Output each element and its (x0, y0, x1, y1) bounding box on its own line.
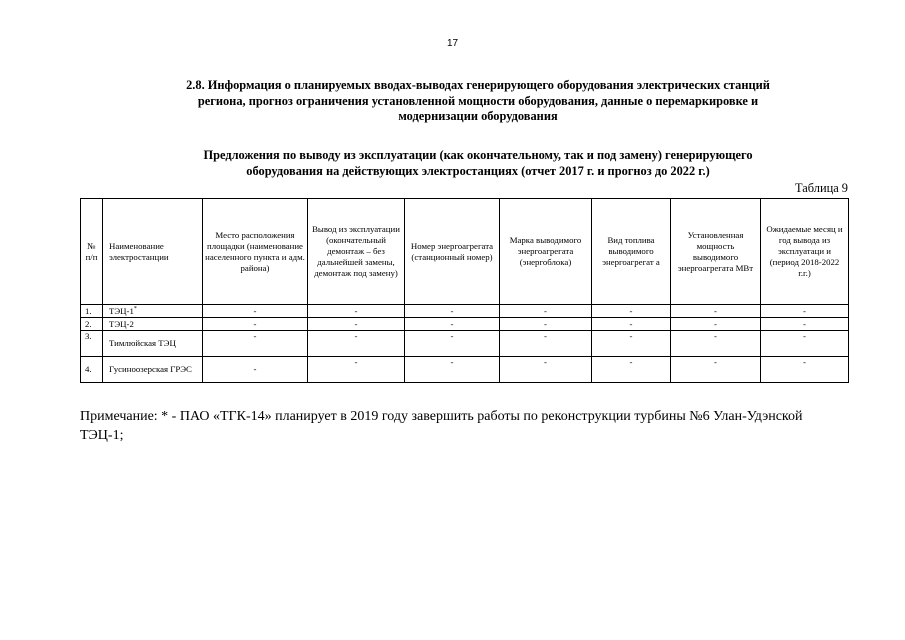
header-cell-expected-date: Ожидаемые месяц и год вывода из эксплуатаци и (период 2018-2022 г.г.) (761, 199, 849, 305)
cell-number: 1. (81, 305, 103, 318)
cell-location: - (203, 305, 308, 318)
cell-unit-number: - (405, 305, 500, 318)
table-subheading (120, 148, 836, 179)
station-name-text: ТЭЦ-2 (109, 318, 134, 329)
cell-expected-date: - (761, 318, 849, 331)
table-label: Таблица 9 (795, 181, 848, 195)
header-cell-unit-model: Марка выводимого энергоагрегата (энергоблока) (500, 199, 592, 305)
cell-capacity: - (671, 331, 761, 357)
section-heading (110, 78, 846, 125)
table-row (81, 318, 849, 331)
cell-station-name (103, 331, 203, 357)
cell-location: - (203, 318, 308, 331)
header-cell-capacity: Установленная мощность выводимого энергоагрегата МВт (671, 199, 761, 305)
cell-expected-date: - (761, 331, 849, 357)
section-heading-line: региона, прогноз ограничения установленной мощности оборудования, данные о перемаркировке и (197, 93, 759, 108)
table-row (81, 357, 849, 383)
page-number: 17 (446, 38, 459, 49)
cell-decommission: - (308, 305, 405, 318)
station-name-text: Тимлюйская ТЭЦ (109, 338, 176, 348)
table-header-row (81, 199, 849, 305)
cell-station-name (103, 318, 203, 331)
cell-unit-number: - (405, 331, 500, 357)
cell-capacity: - (671, 305, 761, 318)
cell-unit-number: - (405, 318, 500, 331)
cell-unit-model: - (500, 357, 592, 383)
cell-expected-date: - (761, 305, 849, 318)
table-row (81, 331, 849, 357)
cell-decommission: - (308, 318, 405, 331)
section-heading-line: модернизации оборудования (398, 109, 558, 123)
cell-location: - (203, 357, 308, 383)
cell-fuel-type: - (592, 318, 671, 331)
cell-fuel-type: - (592, 357, 671, 383)
cell-unit-model: - (500, 331, 592, 357)
footnote-mark: * (133, 305, 137, 312)
cell-number: 2. (81, 318, 103, 331)
cell-capacity: - (671, 357, 761, 383)
header-cell-location: Место расположения площадки (наименование населенного пункта и адм. района) (203, 199, 308, 305)
cell-station-name (103, 305, 203, 318)
header-cell-station: Наименование электростанции (103, 199, 203, 305)
station-name-text: Гусиноозерская ГРЭС (109, 364, 192, 374)
cell-station-name (103, 357, 203, 383)
header-cell-decommission: Вывод из эксплуатации (окончательный демонтаж – без дальнейшей замены, демонтаж под замену) (308, 199, 405, 305)
table-row (81, 305, 849, 318)
cell-location: - (203, 331, 308, 357)
cell-fuel-type: - (592, 305, 671, 318)
cell-unit-model: - (500, 305, 592, 318)
cell-fuel-type: - (592, 331, 671, 357)
cell-decommission: - (308, 331, 405, 357)
header-cell-fuel-type: Вид топлива выводимого энергоагрегат а (592, 199, 671, 305)
footnote-text: Примечание: * - ПАО «ТГК-14» планирует в 2019 году завершить работы по реконструкции турбины №6 Улан-Удэнской ТЭЦ-1; (80, 409, 803, 443)
header-cell-number: № п/п (81, 199, 103, 305)
cell-decommission: - (308, 357, 405, 383)
table-subheading-line: оборудования на действующих электростанциях (отчет 2017 г. и прогноз до 2022 г.) (246, 163, 710, 178)
decommission-table (80, 198, 849, 383)
table-subheading-line: Предложения по выводу из эксплуатации (как окончательному, так и под замену) генерирующего (203, 148, 753, 162)
cell-number: 3. (81, 331, 103, 357)
station-name-text: ТЭЦ-1 (109, 305, 134, 316)
cell-unit-number: - (405, 357, 500, 383)
cell-number: 4. (81, 357, 103, 383)
section-heading-line: 2.8. Информация о планируемых вводах-выводах генерирующего оборудования электрических станций (186, 78, 770, 92)
header-cell-unit-number: Номер энергоагрегата (станционный номер) (405, 199, 500, 305)
cell-expected-date: - (761, 357, 849, 383)
cell-unit-model: - (500, 318, 592, 331)
cell-capacity: - (671, 318, 761, 331)
